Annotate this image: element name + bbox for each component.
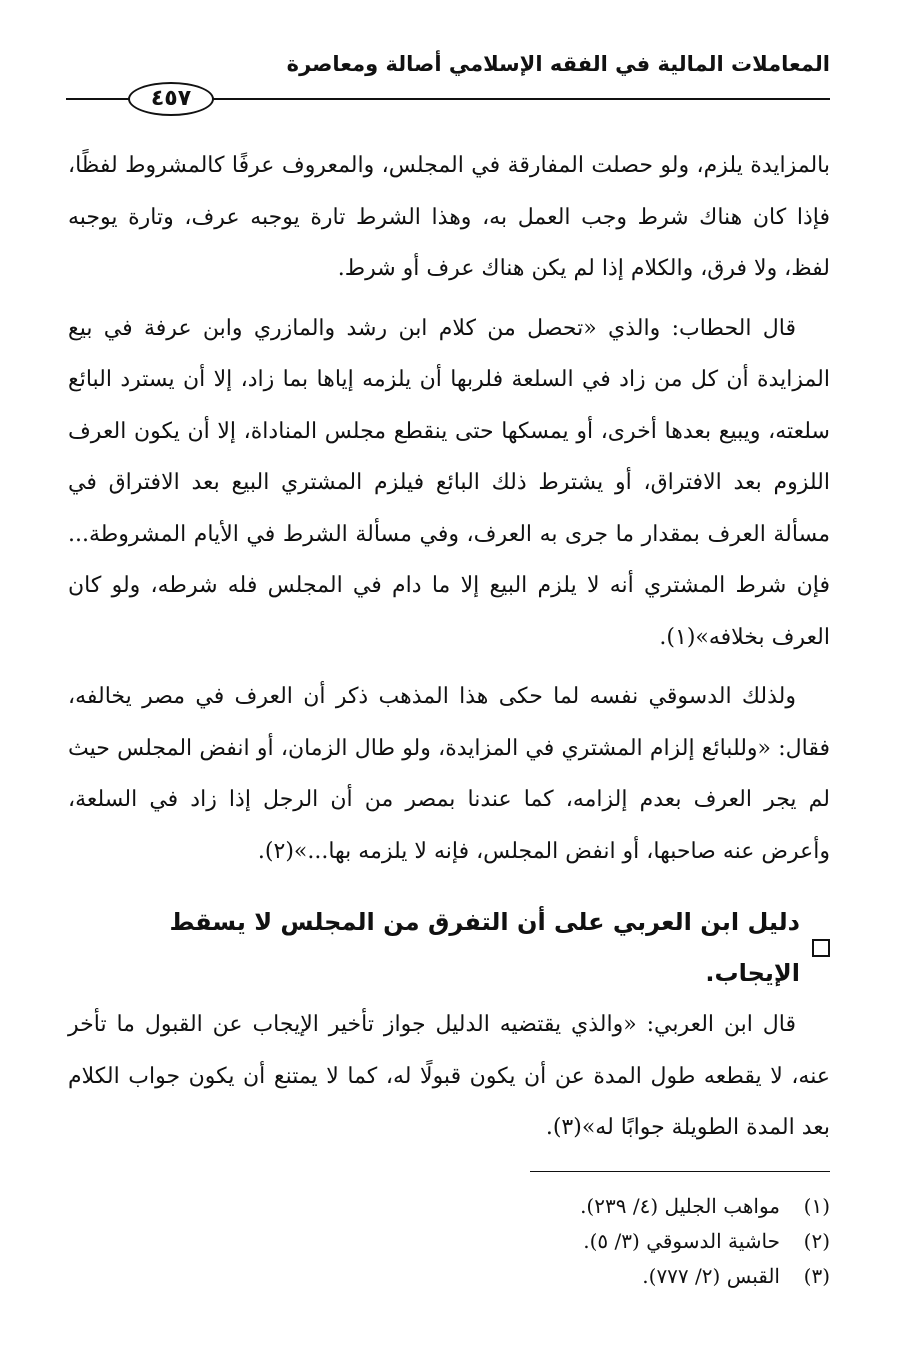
paragraph-4: قال ابن العربي: «والذي يقتضيه الدليل جواز تأخير الإيجاب عن القبول ما تأخر عنه، لا يقطعه طول المدة عن أن يكون قبولًا له، كما لا يمتنع أن يكون جواب الكلام بعد المدة الطويلة جوابًا له»(٣). [68,1012,830,1140]
paragraph-3: ولذلك الدسوقي نفسه لما حكى هذا المذهب ذكر أن العرف في مصر يخالفه، فقال: «وللبائع إلزام المشتري في المزايدة، ولو طال الزمان، أو انفض المجلس حيث لم يجر العرف بعدم إلزامه، كما عندنا بمصر من أن الرجل إذا زاد في السلعة، وأعرض عنه صاحبها، أو انفض المجلس، فإنه لا يلزمه بها...»(٢). [68,684,830,864]
square-outline-icon [812,939,830,957]
footnote-text: مواهب الجليل (٤/ ٢٣٩). [580,1194,780,1218]
section-heading [68,897,830,999]
footnote-item [68,1189,830,1224]
footnote-divider [530,1171,830,1172]
footnote-mark: (١) [803,1194,830,1218]
page-header [66,44,830,122]
paragraph-1: بالمزايدة يلزم، ولو حصلت المفارقة في المجلس، والمعروف عرفًا كالمشروط لفظًا، فإذا كان هناك شرط وجب العمل به، وهذا الشرط تارة يوجبه عرف، وتارة يوجبه لفظ، ولا فرق، والكلام إذا لم يكن هناك عرف أو شرط. [68,153,830,281]
footnote-text: القبس (٢/ ٧٧٧). [642,1264,780,1288]
page-number: ٤٥٧ [128,82,214,116]
footnote-item [68,1259,830,1294]
footnote-text: حاشية الدسوقي (٣/ ٥). [583,1229,780,1253]
footnote-mark: (٣) [803,1264,830,1288]
main-content [68,140,830,1154]
footnote-mark: (٢) [803,1229,830,1253]
paragraph-2: قال الحطاب: والذي «تحصل من كلام ابن رشد والمازري وابن عرفة في بيع المزايدة أن كل من زاد في السلعة فلربها أن يلزمه إياها بما زاد، إلا أن يسترد البائع سلعته، ويبيع بعدها أخرى، أو يمسكها حتى ينقطع مجلس المناداة، إلا أن يكون العرف اللزوم بعد الافتراق، أو يشترط ذلك البائع فيلزم المشتري البيع بعد الافتراق في مسألة العرف بمقدار ما جرى به العرف، وفي مسألة الشرط في الأيام المشروطة... فإن شرط المشتري أنه لا يلزم البيع إلا ما دام في المجلس فله شرطه، ولو كان العرف بخلافه»(١). [68,315,830,650]
running-title: المعاملات المالية في الفقه الإسلامي أصالة ومعاصرة [286,52,830,76]
footnotes [68,1189,830,1294]
footnote-item [68,1224,830,1259]
section-heading-text: دليل ابن العربي على أن التفرق من المجلس لا يسقط الإيجاب. [169,908,800,987]
